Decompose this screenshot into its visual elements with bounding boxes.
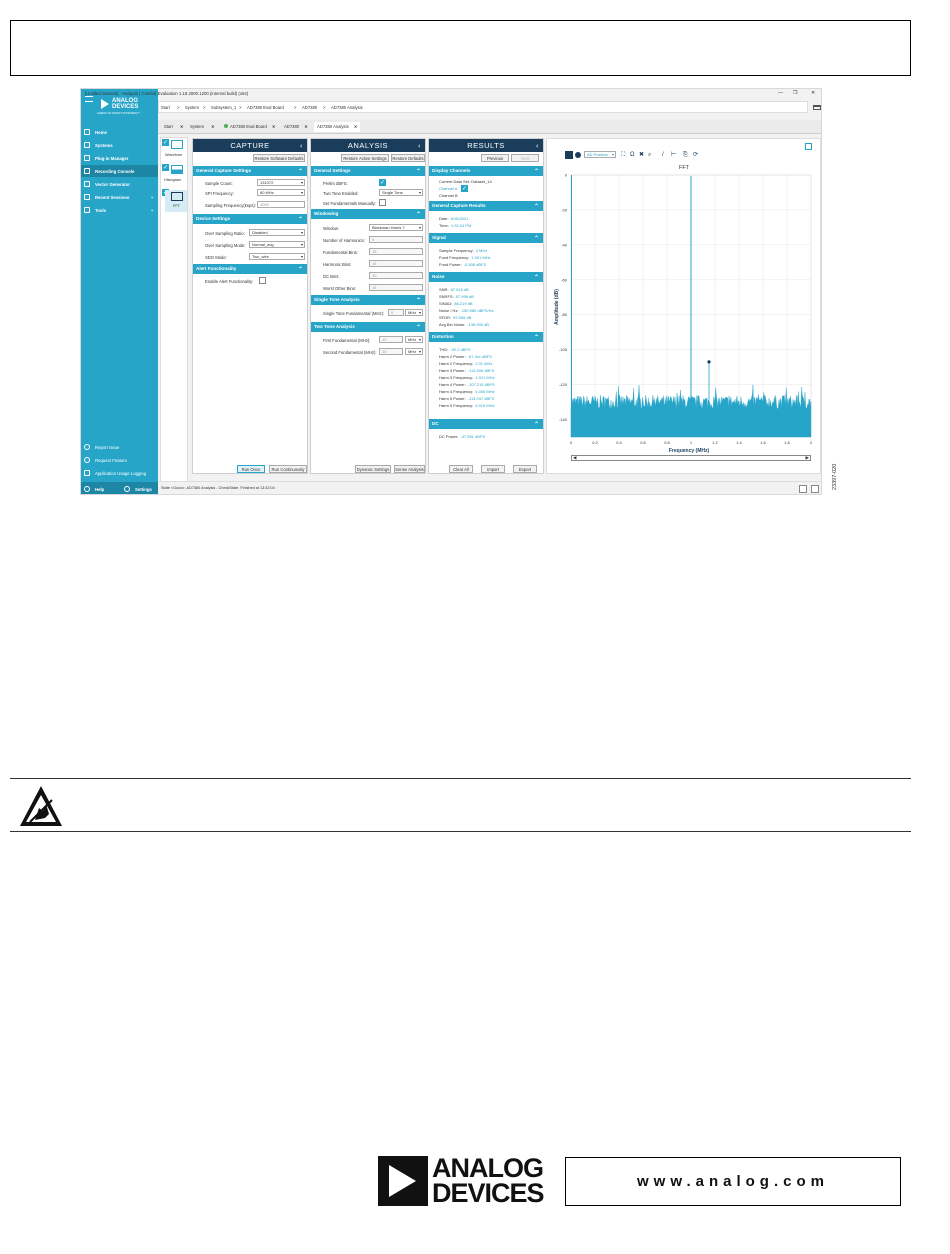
single-fund-input[interactable]: 0 [388,309,404,316]
systems-icon [84,142,90,148]
enable-alert-label: Enable Alert Functionality: [205,279,254,284]
dc-header[interactable]: DC ⌃ [429,419,543,429]
general-capture-results-header[interactable]: General Capture Results ⌃ [429,201,543,211]
status-text: State <Good>, AD7380 Analysis - CheckState, Finished at 13:32:04 [161,486,275,490]
gear-icon [124,486,130,492]
noise-header[interactable]: Noise ⌃ [429,272,543,282]
result-row: Harm 3 Power: -113.906 dBFS [439,368,495,373]
esd-divider-top [10,778,911,779]
dc-power-value: DC Power: -47.591 dBFS [439,434,486,439]
osm-label: Over Sampling Mode: [205,243,246,248]
sdo-label: SDO Mode: [205,255,227,260]
x-tick-label: 0.6 [640,440,646,445]
sidebar-item-request-feature[interactable]: Request Feature [81,454,158,466]
marker-icon[interactable]: / [662,152,664,158]
x-tick-labels [570,440,813,445]
channel-a-label: Channel A [439,186,458,191]
tab-start[interactable]: Start ✕ [164,124,184,129]
sidebar-item-systems[interactable]: Systems [81,139,158,151]
result-row: Harm 4 Power: -107.215 dBFS [439,382,495,387]
result-row: Avg Bin Noise: -136.990 dB [439,322,489,327]
x-tick-label: 1 [689,440,693,445]
zoom-x-icon[interactable]: Ω [630,152,635,158]
y-tick-label: -60 [561,277,567,283]
result-row: SNR: 87.516 dB [439,287,469,292]
x-tick-label: 1.8 [784,440,790,445]
prelim-dbfs-label: Prelim dBFS: [323,181,348,186]
sidebar-item-recent-sessions[interactable]: Recent Sessions ⌄ [81,191,158,203]
analog-devices-logo [378,1153,550,1208]
x-tick-label: 1.2 [712,440,718,445]
close-tab-icon[interactable]: ✕ [211,124,215,129]
osr-label: Over Sampling Ratio: [205,231,245,236]
window-select[interactable]: Blackman Harris 7 ▾ [369,224,423,231]
chart-title: FFT [678,165,690,171]
harmonic-bins-input[interactable]: 15 [369,260,423,267]
channel-b-label: Channel B [439,193,458,198]
sidebar-item-plugin-manager[interactable]: Plug-in Manager [81,152,158,164]
home-icon [84,129,90,135]
sidebar-logo-line1: ANALOG [112,98,138,104]
device-settings-header[interactable]: Device Settings ⌃ [193,214,307,224]
esd-divider-bottom [10,831,911,832]
close-button[interactable]: ✕ [811,90,816,96]
result-row: Harm 2 Power: -97.4xx dBFS [439,354,492,359]
restore-software-defaults-button[interactable]: Restore Software Defaults [254,156,304,161]
import-button[interactable]: Import [481,465,505,473]
x-tick-label: 0.4 [616,440,622,445]
channel-a-checkbox[interactable] [461,185,468,192]
y-tick-label: 0 [564,172,567,178]
time-value: Time: 1:32:24 PM [439,223,472,228]
esd-warning-icon [18,784,64,828]
website-link[interactable]: www.analog.com [637,1173,829,1190]
sidebar-item-tools[interactable]: Tools ⌄ [81,204,158,216]
result-row: Fund Power: -0.508 dBFS [439,262,487,267]
breadcrumb-sep: > [294,105,297,110]
help-icon [84,486,90,492]
sense-analysis-button[interactable]: Sense Analysis [395,467,424,472]
second-fund-unit-select[interactable]: MHz ▾ [405,348,423,355]
mode-select[interactable]: AD Position ▾ [584,151,616,158]
set-fundamentals-label: Set Fundamentals Manually: [323,201,377,206]
osm-select[interactable]: Normal_avg ▾ [249,241,305,248]
first-fund-label: First Fundamental (MHz): [323,338,371,343]
two-tone-label: Two Tone Enabled: [323,191,359,196]
zoom-fit-icon[interactable]: ⛶ [621,152,626,158]
folder-icon[interactable] [813,105,821,110]
logo-text-line2: DEVICES [432,1178,544,1208]
osr-select[interactable]: Disabled ▾ [249,229,305,236]
sidebar [81,89,158,495]
two-tone-select[interactable]: Single Tone ▾ [379,189,423,196]
fundamental-bins-label: Fundamental Bins: [323,250,358,255]
refresh-icon[interactable]: ⟳ [693,152,699,158]
sidebar-item-usage-logging[interactable]: Application Usage Logging [81,467,158,479]
result-row: SINAD: 86.219 dB [439,301,473,306]
analysis-panel [310,138,426,474]
analysis-title: ANALYSIS ‹ [311,139,425,152]
view-tab-fft[interactable]: FFT [173,204,180,208]
export-image-icon[interactable]: ⎘ [683,152,688,158]
tab-system[interactable]: System ✕ [190,124,215,129]
recording-icon [84,168,90,174]
y-tick-label: -120 [558,382,567,388]
y-tick-label: -80 [561,312,567,318]
breadcrumb-sep: > [203,105,206,110]
chevron-down-icon: ⌄ [150,207,154,212]
plugin-icon [84,155,90,161]
logging-icon [84,470,90,476]
signal-header[interactable]: Signal ⌃ [429,233,543,243]
windowing-header[interactable]: Windowing ⌃ [311,209,425,219]
collapse-chevron-icon[interactable]: ‹ [536,141,539,150]
first-fund-input[interactable]: 10 [379,336,403,343]
dc-bins-input[interactable]: 10 [369,272,423,279]
tab-analysis[interactable]: AD7380 Analysis ✕ [314,122,360,132]
run-once-button[interactable]: Run Once [237,465,265,473]
harmonics-label: Number of Harmonics: [323,238,365,243]
result-row: Harm 2 Frequency: 2.01 MHz [439,361,493,366]
result-row: SNRFS: 87.998 dB [439,294,474,299]
x-tick-label: 0 [569,440,573,445]
scroll-right-icon[interactable]: ▶ [805,455,809,460]
minimize-button[interactable]: — [778,90,783,96]
general-capture-settings-header[interactable]: General Capture Settings ⌃ [193,166,307,176]
result-row: Sample Frequency: 4 MHz [439,248,488,253]
help-button[interactable]: Help [81,483,158,495]
sidebar-item-report-issue[interactable]: Report Issue [81,441,158,453]
layout-toggle-icon[interactable] [805,143,812,150]
fft-icon[interactable] [171,192,183,201]
breadcrumb-sep: > [177,105,180,110]
collapse-chevron-icon[interactable]: ‹ [418,141,421,150]
window-title: [Untitled Session] - Analysis | Control| Evaluation 1.18.2000.1200 (internal build) (x64) [85,91,249,96]
harmonics-input[interactable]: 5 [369,236,423,243]
figure-id: 23397-020 [832,463,838,490]
next-button[interactable]: Next [511,154,539,162]
website-box [565,1157,901,1206]
application-window [80,88,822,495]
enable-alert-checkbox[interactable] [259,277,266,284]
logo-triangle-icon [389,1165,416,1197]
lightbulb-icon [84,457,90,463]
sidebar-item-home[interactable]: Home [81,126,158,138]
close-tab-icon[interactable]: ✕ [304,124,308,129]
histogram-checkbox[interactable] [162,164,169,171]
alert-functionality-header[interactable]: Alert Functionality ⌃ [193,264,307,274]
worst-other-bins-input[interactable]: 15 [369,284,423,291]
result-row: Harm 4 Frequency: 4.006 MHz [439,389,495,394]
x-tick-label: 2 [809,440,813,445]
harmonic-bins-label: Harmonic Bins: [323,262,352,267]
result-row: Harm 5 Power: -113.047 dBFS [439,396,495,401]
x-tick-label: 1.4 [736,440,742,445]
settings-button[interactable]: Settings [121,483,198,495]
y-axis-label: Amplitude (dB) [554,289,560,325]
spi-frequency-label: SPI Frequency: [205,191,234,196]
sidebar-tagline: AHEAD OF WHAT'S POSSIBLE™ [97,111,140,115]
display-channels-header[interactable]: Display Channels ⌃ [429,166,543,176]
result-row: Harm 5 Frequency: 5.015 MHz [439,403,495,408]
view-tab-histogram[interactable]: Histogram [164,178,182,182]
chevron-down-icon: ⌄ [150,194,154,199]
maximize-button[interactable]: ❐ [793,90,798,96]
sampling-frequency-label: Sampling Frequency(ksps): [205,203,256,208]
tools-icon [84,207,90,213]
export-button[interactable]: Export [513,465,537,473]
breadcrumb-sep: > [323,105,326,110]
delta-icon[interactable]: ⊢ [671,152,677,158]
logo-triangle-icon [101,99,109,109]
window-label: Window: [323,226,340,231]
run-continuously-button[interactable]: Run Continuously [269,465,307,473]
y-tick-label: -40 [561,242,567,248]
close-tab-icon[interactable]: ✕ [353,124,358,129]
waveform-checkbox[interactable] [162,139,169,146]
x-tick-label: 0.8 [664,440,670,445]
status-icon-2[interactable] [811,485,819,493]
status-icon-1[interactable] [799,485,807,493]
magnify-icon[interactable]: ⌕ [648,152,652,158]
breadcrumb-start[interactable]: Start [161,105,170,110]
y-tick-label: -20 [561,207,567,213]
document-header-box [10,20,911,76]
worst-other-bins-label: Worst Other Bins: [323,286,356,291]
horizontal-scrollbar[interactable] [571,455,811,461]
single-tone-analysis-header[interactable]: Single Tone Analysis ⌃ [311,295,425,305]
zoom-box-icon[interactable]: ✖ [639,152,645,158]
logo-text-line1: ANALOG [432,1153,543,1183]
tab-device[interactable]: AD7380 ✕ [284,124,308,129]
prelim-dbfs-checkbox[interactable] [379,179,386,186]
y-tick-label: -100 [558,347,567,353]
vector-icon [84,181,90,187]
report-issue-icon [84,444,90,450]
result-row: Noise / Hz: -150.986 dBFS/Hz [439,308,494,313]
plot-panel [546,138,821,474]
capture-title: CAPTURE ‹ [193,139,307,152]
breadcrumb-subsystem[interactable]: Subsystem_1 [211,105,237,110]
collapse-chevron-icon[interactable]: ‹ [300,141,303,150]
tab-strip [158,120,822,134]
hamburger-menu-icon[interactable] [85,96,93,102]
result-row: Harm 3 Frequency: 1.021 MHz [439,375,495,380]
single-fund-label: Single Tone Fundamental (MHz): [323,311,385,316]
y-tick-labels [559,173,568,423]
capture-panel [192,138,308,474]
status-dot-icon [224,124,228,128]
single-fund-unit-select[interactable]: MHz ▾ [405,309,423,316]
histogram-icon[interactable] [171,165,183,174]
fundamental-bins-input[interactable]: 15 [369,248,423,255]
waveform-icon[interactable] [171,140,183,149]
close-tab-icon[interactable]: ✕ [180,124,184,129]
sampling-frequency-input[interactable]: 4000 [257,201,305,208]
breadcrumb-sep: > [239,105,242,110]
first-fund-unit-select[interactable]: MHz ▾ [405,336,423,343]
set-fundamentals-checkbox[interactable] [379,199,386,206]
distortion-header[interactable]: Distortion ⌃ [429,332,543,342]
breadcrumb-system[interactable]: System [185,105,199,110]
close-tab-icon[interactable]: ✕ [271,124,276,129]
second-fund-input[interactable]: 10 [379,348,403,355]
sidebar-item-recording-console[interactable]: Recording Console [81,165,158,177]
results-panel [428,138,544,474]
scroll-left-icon[interactable]: ◀ [573,455,577,460]
sidebar-logo-line2: DEVICES [112,104,139,110]
restore-active-settings-button[interactable]: Restore Active Settings [341,154,389,162]
dynamic-settings-button[interactable]: Dynamic Settings [356,467,390,472]
y-tick-label: -140 [558,417,567,423]
tab-eval-board[interactable]: AD7380 Eval Board ✕ [224,122,275,132]
two-tone-analysis-header[interactable]: Two Tone Analysis ⌃ [311,322,425,332]
recent-icon [84,194,90,200]
general-settings-header[interactable]: General Settings ⌃ [311,166,425,176]
view-tab-waveform[interactable]: Waveform [165,153,183,157]
current-data-set: Current Data Set: Dataset_14 [439,179,492,184]
previous-button[interactable]: Previous [481,154,509,162]
results-title: RESULTS ‹ [429,139,543,152]
x-tick-label: 1.6 [760,440,766,445]
clear-all-button[interactable]: Clear All [449,465,473,473]
sidebar-item-vector-generator[interactable]: Vector Generator [81,178,158,190]
title-bar [158,89,822,100]
x-axis-label: Frequency (MHz) [668,448,710,454]
result-row: SFDR: 92.565 dB [439,315,472,320]
breadcrumb-eval-board[interactable]: AD7380 Eval Board [247,105,284,110]
x-tick-label: 0.2 [592,440,598,445]
fft-chart [547,155,822,473]
result-row: THD: -92.2 dBFS [439,347,471,352]
breadcrumb-analysis[interactable]: AD7380 Analysis [331,105,363,110]
result-row: Fund Frequency: 1.001 MHz [439,255,491,260]
sample-count-label: Sample Count: [205,181,233,186]
spi-frequency-select[interactable]: 80 MHz ▾ [257,189,305,196]
breadcrumb-device[interactable]: AD7380 [302,105,318,110]
date-value: Date: 6/15/2021 [439,216,469,221]
second-fund-label: Second Fundamental (MHz): [323,350,377,355]
dc-bins-label: DC Bins: [323,274,340,279]
restore-defaults-button[interactable]: Restore Defaults [392,156,424,161]
sdo-select[interactable]: Two_wire ▾ [249,253,305,260]
marker-point [707,360,710,363]
sample-count-select[interactable]: 131072 ▾ [257,179,305,186]
